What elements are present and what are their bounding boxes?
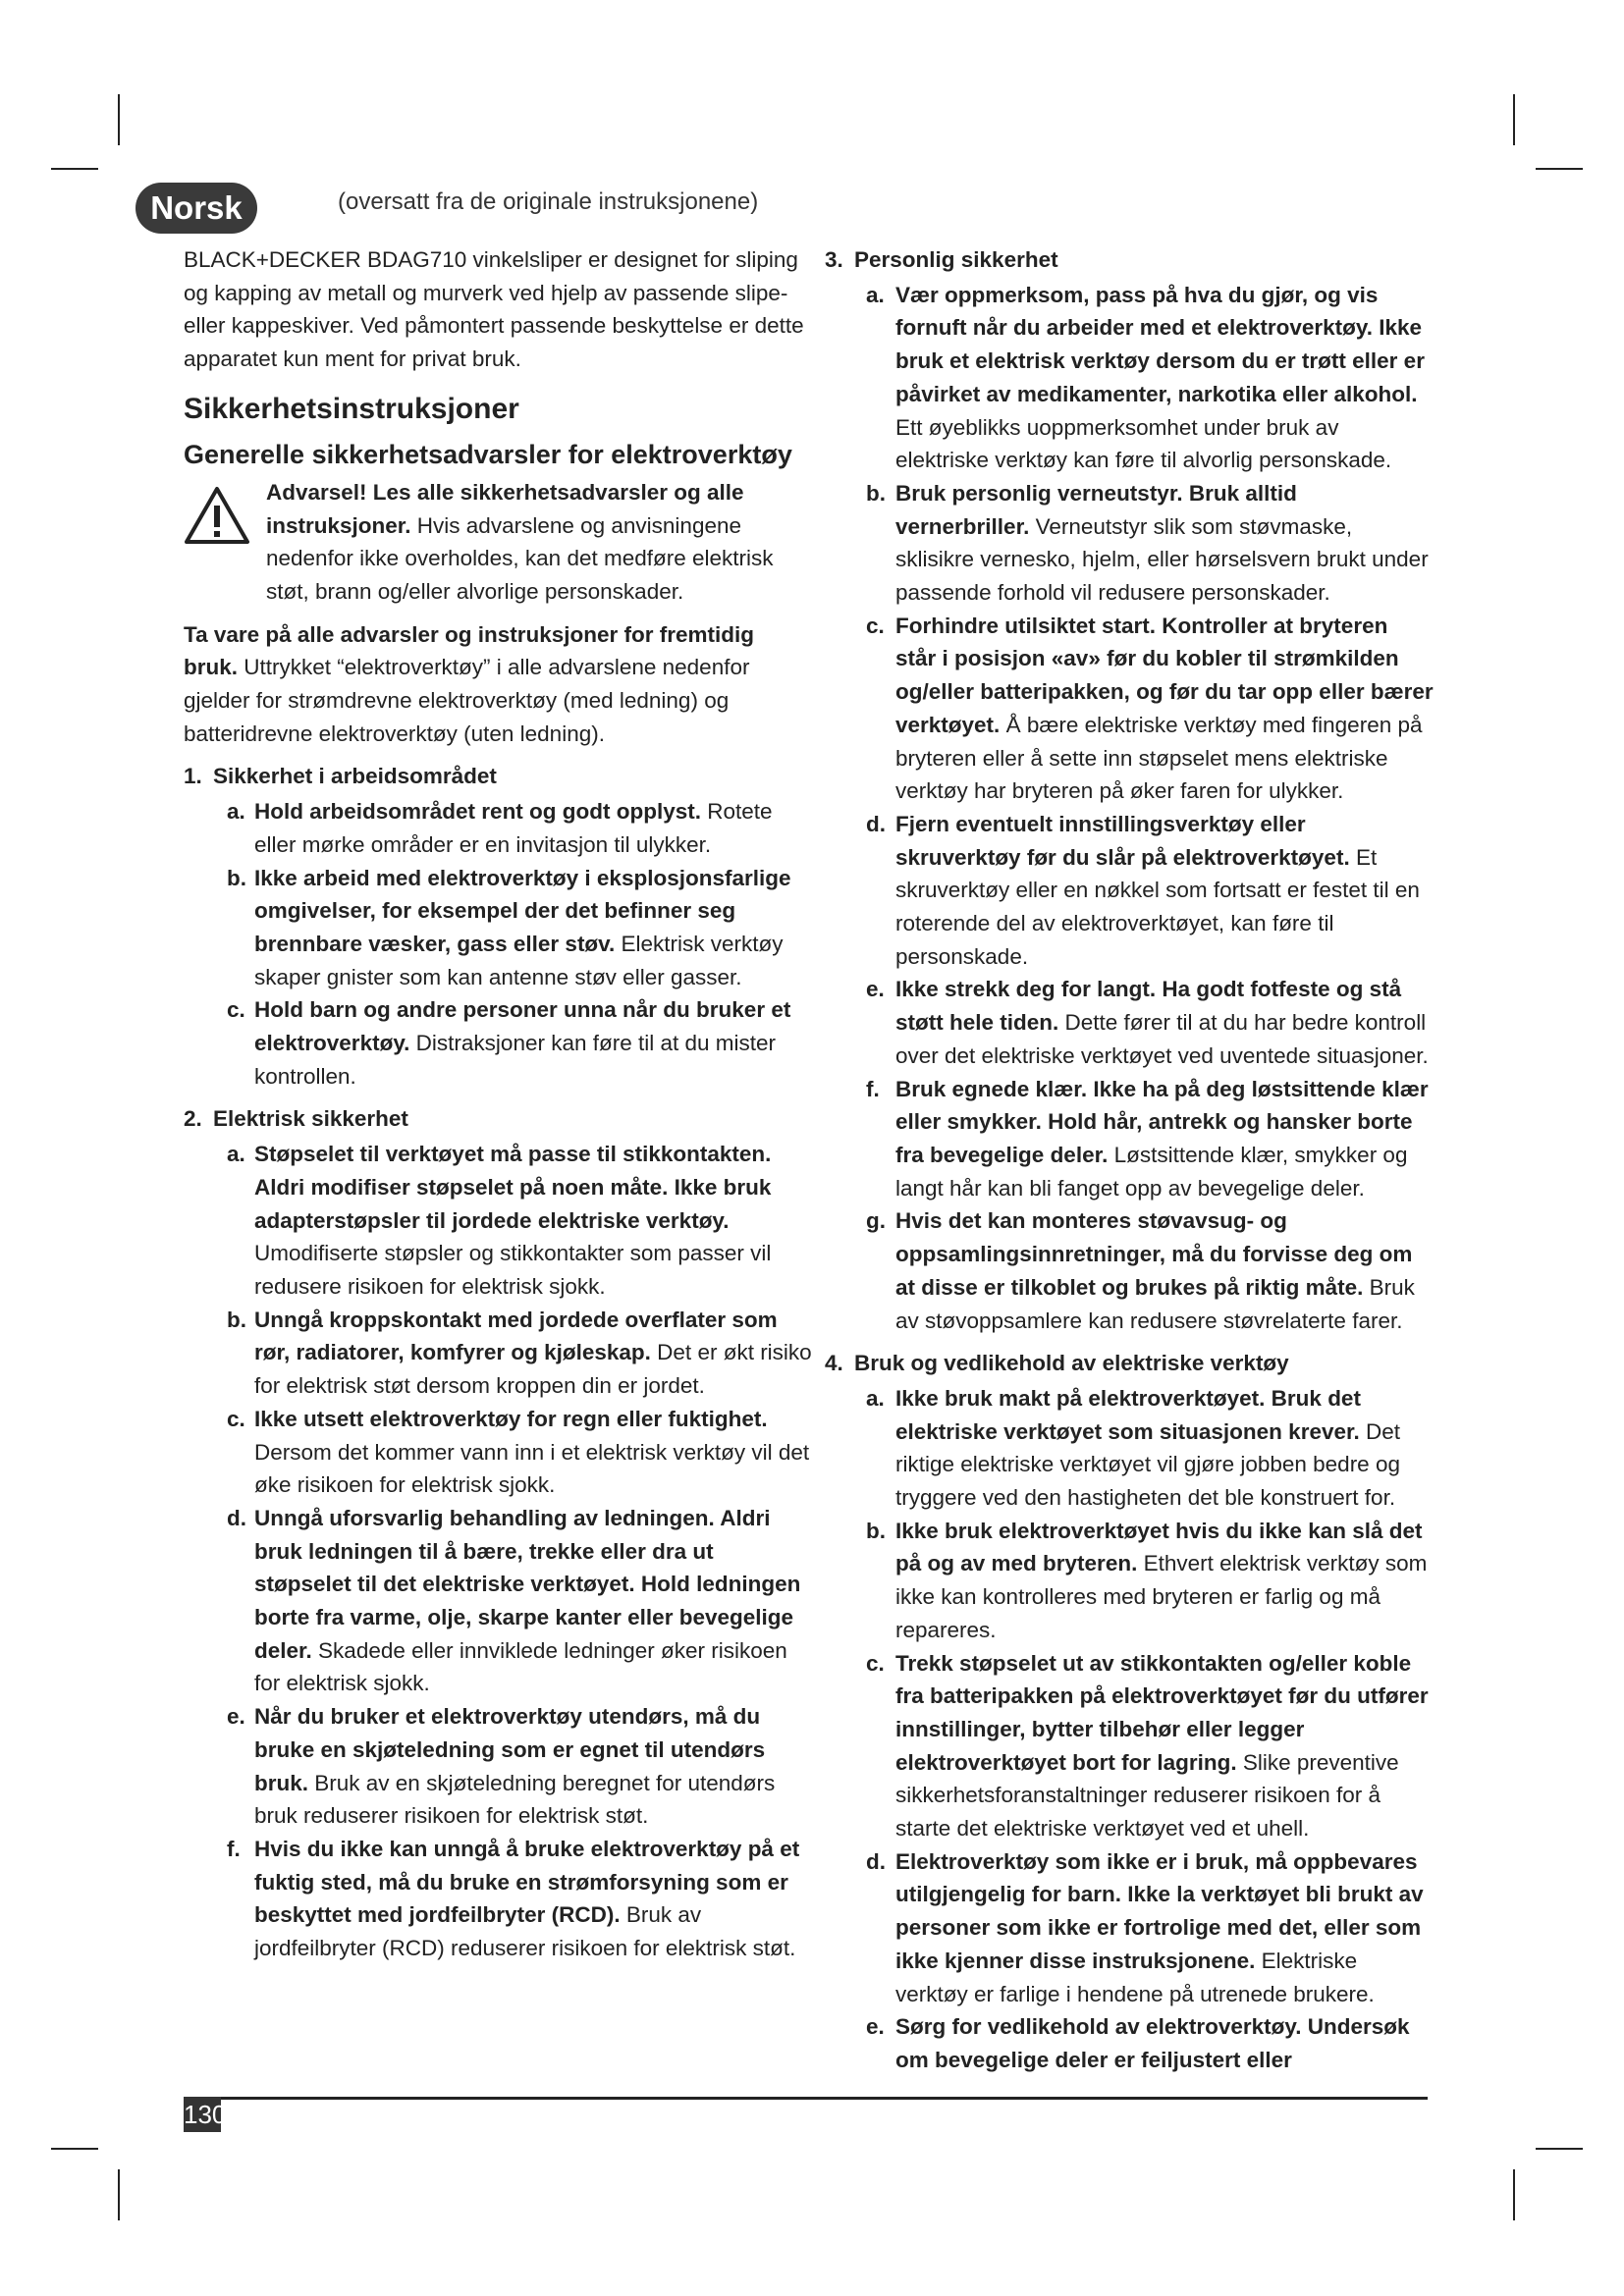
list-item: c. Trekk støpselet ut av stikkontakten og/eller koble fra batteripakken på elektroverktøyet før du utfører innstillinger, bytter tilbehør eller legger elektroverktøyet bort for lagring. Slike preventive sikkerhetsforanstaltninger reduserer risikoen for å starte det elektriske verktøyet ved et uhell. (866, 1650, 1429, 1842)
left-column (184, 243, 812, 1965)
list-item: d. Elektroverktøy som ikke er i bruk, må oppbevares utilgjengelig for barn. Ikke la verktøyet bli brukt av personer som ikke er fortrolige med det, eller som ikke kjenner disse instruksjonene. Elektriske verktøy er farlige i hendene på utrenede brukere. (866, 1848, 1424, 2006)
list-item: a. Støpselet til verktøyet må passe til stikkontakten. Aldri modifiser støpselet på noen måte. Ikke bruk adapterstøpsler til jordede elektriske verktøy. Umodifiserte støpsler og stikkontakter som passer vil redusere risikoen for elektrisk sjokk. (227, 1142, 772, 1299)
list-item: d. Unngå uforsvarlig behandling av ledningen. Aldri bruk ledningen til å bære, trekke eller dra ut støpselet til det elektriske verktøyet. Hold ledningen borte fra varme, olje, skarpe kanter eller bevegelige deler. Skadede eller innviklede ledninger øker risikoen for elektrisk sjokk. (227, 1505, 801, 1696)
list-item: d. Fjern eventuelt innstillingsverktøy eller skruverktøy før du slår på elektroverktøyet. Et skruverktøy eller en nøkkel som fortsatt er festet til en roterende del av elektroverktøyet, kan føre til personskade. (866, 811, 1420, 969)
list-item: e. Sørg for vedlikehold av elektroverktøy. Undersøk om bevegelige deler er feiljustert eller (866, 2014, 1410, 2072)
list-item: e. Ikke strekk deg for langt. Ha godt fotfeste og stå støtt hele tiden. Dette fører til at du har bedre kontroll over det elektriske verktøyet ved uventede situasjoner. (866, 977, 1429, 1068)
crop-mark (1536, 168, 1583, 170)
section-2 (184, 1102, 812, 1964)
list-item: e. Når du bruker et elektroverktøy utendørs, må du bruke en skjøteledning som er egnet til utendørs bruk. Bruk av en skjøteledning beregnet for utendørs bruk reduserer risikoen for elektrisk støt. (227, 1704, 776, 1829)
warning-text (266, 476, 812, 609)
warning-triangle-icon (184, 486, 250, 545)
list-item: f. Hvis du ikke kan unngå å bruke elektroverktøy på et fuktig sted, må du bruke en strømforsyning som er beskyttet med jordfeilbryter (RCD). Bruk av jordfeilbryter (RCD) reduserer risikoen for elektrisk støt. (227, 1836, 800, 1961)
list-item: g. Hvis det kan monteres støvavsug- og oppsamlingsinnretninger, må du forvisse deg om at disse er tilkoblet og brukes på riktig måte. Bruk av støvoppsamlere kan redusere støvrelaterte farer. (866, 1208, 1415, 1333)
right-column (825, 243, 1434, 2077)
warning-body: Hvis advarslene og anvisningene nedenfor ikke overholdes, kan det medføre elektrisk støt, brann og/eller alvorlige personskader. (266, 512, 774, 604)
keep-paragraph (184, 618, 812, 751)
crop-mark (1513, 2169, 1515, 2220)
crop-mark (51, 2148, 98, 2150)
section-4 (825, 1347, 1434, 2076)
section-subtitle: Generelle sikkerhetsadvarsler for elektroverktøy (184, 439, 792, 469)
crop-mark (118, 94, 120, 145)
section-heading: 2. Elektrisk sikkerhet (184, 1106, 408, 1132)
crop-mark (118, 2169, 120, 2220)
list-item: b. Bruk personlig verneutstyr. Bruk alltid vernerbriller. Verneutstyr slik som støvmaske, sklisikre vernesko, hjelm, eller hørselsvern brukt under passende forhold vil redusere personskader. (866, 480, 1429, 606)
list-item: c. Hold barn og andre personer unna når du bruker et elektroverktøy. Distraksjoner kan føre til at du mister kontrollen. (227, 997, 791, 1089)
list-item: b. Ikke arbeid med elektroverktøy i eksplosjonsfarlige omgivelser, for eksempel der det befinner seg brennbare væsker, gass eller støv. Elektrisk verktøy skaper gnister som kan antenne støv eller gasser. (227, 865, 791, 989)
list-item: b. Ikke bruk elektroverktøyet hvis du ikke kan slå det på og av med bryteren. Ethvert elektrisk verktøy som ikke kan kontrolleres med bryteren er farlig og må repareres. (866, 1518, 1428, 1642)
section-heading: 4. Bruk og vedlikehold av elektriske verktøy (825, 1351, 1289, 1376)
translation-note: (oversatt fra de originale instruksjonene) (338, 188, 759, 215)
section-title: Sikkerhetsinstruksjoner (184, 392, 519, 425)
keep-bold: Ta vare på alle advarsler og instruksjoner for fremtidig bruk. (184, 621, 755, 680)
page-number: 130 (184, 2097, 221, 2132)
section-1 (184, 760, 812, 1093)
keep-body: Uttrykket “elektroverktøy” i alle advarslene nedenfor gjelder for strømdrevne elektroverktøy (med ledning) og batteridrevne elektroverktøy (uten ledning). (184, 655, 750, 746)
section-heading: 1. Sikkerhet i arbeidsområdet (184, 764, 497, 789)
crop-mark (1513, 94, 1515, 145)
language-badge: Norsk (135, 183, 257, 234)
list-item: a. Hold arbeidsområdet rent og godt opplyst. Rotete eller mørke områder er en invitasjon til ulykker. (227, 799, 773, 857)
list-item: a. Ikke bruk makt på elektroverktøyet. Bruk det elektriske verktøyet som situasjonen krever. Det riktige elektriske verktøyet vil gjøre jobben bedre og tryggere ved den hastigheten det ble konstruert for. (866, 1385, 1401, 1511)
list-item: b. Unngå kroppskontakt med jordede overflater som rør, radiatorer, komfyrer og kjøleskap. Det er økt risiko for elektrisk støt dersom kroppen din er jordet. (227, 1307, 812, 1399)
warning-block (184, 476, 812, 609)
list-item: f. Bruk egnede klær. Ikke ha på deg løstsittende klær eller smykker. Hold hår, antrekk og hansker borte fra bevegelige deler. Løstsittende klær, smykker og langt hår kan bli fanget opp av bevegelige deler. (866, 1076, 1429, 1201)
crop-mark (1536, 2148, 1583, 2150)
section-heading: 3. Personlig sikkerhet (825, 247, 1058, 272)
footer-rule (184, 2097, 1428, 2100)
list-item: a. Vær oppmerksom, pass på hva du gjør, og vis fornuft når du arbeider med et elektroverktøy. Ikke bruk et elektrisk verktøy dersom du er trøtt eller er påvirket av medikamenter, narkotika eller alkohol. Ett øyeblikks uoppmerksomhet under bruk av elektriske verktøy kan føre til alvorlig personskade. (866, 282, 1425, 473)
section-3 (825, 243, 1434, 1337)
list-item: c. Forhindre utilsiktet start. Kontroller at bryteren står i posisjon «av» før du kobler til strømkilden og/eller batteripakken, og før du tar opp eller bærer verktøyet. Å bære elektriske verktøy med fingeren på bryteren eller å sette inn støpselet mens elektriske verktøy har bryteren på øker faren for ulykker. (866, 613, 1434, 804)
warning-bold: Advarsel! Les alle sikkerhetsadvarsler og alle instruksjoner. (266, 479, 744, 538)
intro-paragraph: BLACK+DECKER BDAG710 vinkelsliper er designet for sliping og kapping av metall og murverk ved hjelp av passende slipe- eller kappeskiver. Ved påmontert passende beskyttelse er dette apparatet kun ment for privat bruk. (184, 247, 804, 372)
list-item: c. Ikke utsett elektroverktøy for regn eller fuktighet. Dersom det kommer vann inn i et elektrisk verktøy vil det øke risikoen for elektrisk sjokk. (227, 1406, 810, 1498)
crop-mark (51, 168, 98, 170)
